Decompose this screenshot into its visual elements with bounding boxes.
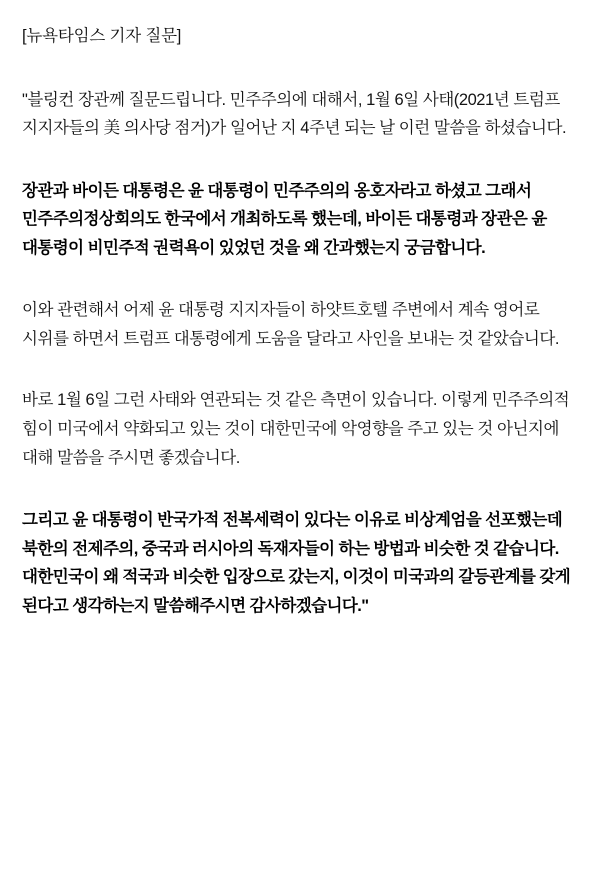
paragraph-3: 이와 관련해서 어제 윤 대통령 지지자들이 하얏트호텔 주변에서 계속 영어로 시위를 하면서 트럼프 대통령에게 도움을 달라고 사인을 보내는 것 같았습니다.: [22, 301, 559, 348]
page-title: [뉴욕타임스 기자 질문]: [22, 27, 182, 45]
spacer: [22, 49, 578, 86]
spacer: [22, 353, 578, 386]
spacer: [22, 143, 578, 177]
paragraph-2: 장관과 바이든 대통령은 윤 대통령이 민주주의의 옹호자라고 하셨고 그래서 민주주의정상회의도 한국에서 개최하도록 했는데, 바이든 대통령과 장관은 윤 대통령이 비민주적 권력욕이 있었던 것을 왜 간과했는지 궁금합니다.: [22, 181, 547, 257]
paragraph-1: "블링컨 장관께 질문드립니다. 민주주의에 대해서, 1월 6일 사태(2021년 트럼프 지지자들의 美 의사당 점거)가 일어난 지 4주년 되는 날 이런 말씀을 하셨습니다.: [22, 90, 567, 138]
spacer: [22, 472, 578, 506]
paragraph-5: 그리고 윤 대통령이 반국가적 전복세력이 있다는 이유로 비상계엄을 선포했는데 북한의 전제주의, 중국과 러시아의 독재자들이 하는 방법과 비슷한 것 같습니다. 대한민국이 왜 적국과 비슷한 입장으로 갔는지, 이것이 미국과의 갈등관계를 갖게 된다고 생각하는지 말씀해주시면 감사하겠습니다.": [22, 511, 571, 615]
paragraph-4: 바로 1월 6일 그런 사태와 연관되는 것 같은 측면이 있습니다. 이렇게 민주주의적 힘이 미국에서 약화되고 있는 것이 대한민국에 악영향을 주고 있는 것 아닌지에 대해 말씀을 주시면 좋겠습니다.: [22, 391, 570, 467]
spacer: [22, 262, 578, 296]
